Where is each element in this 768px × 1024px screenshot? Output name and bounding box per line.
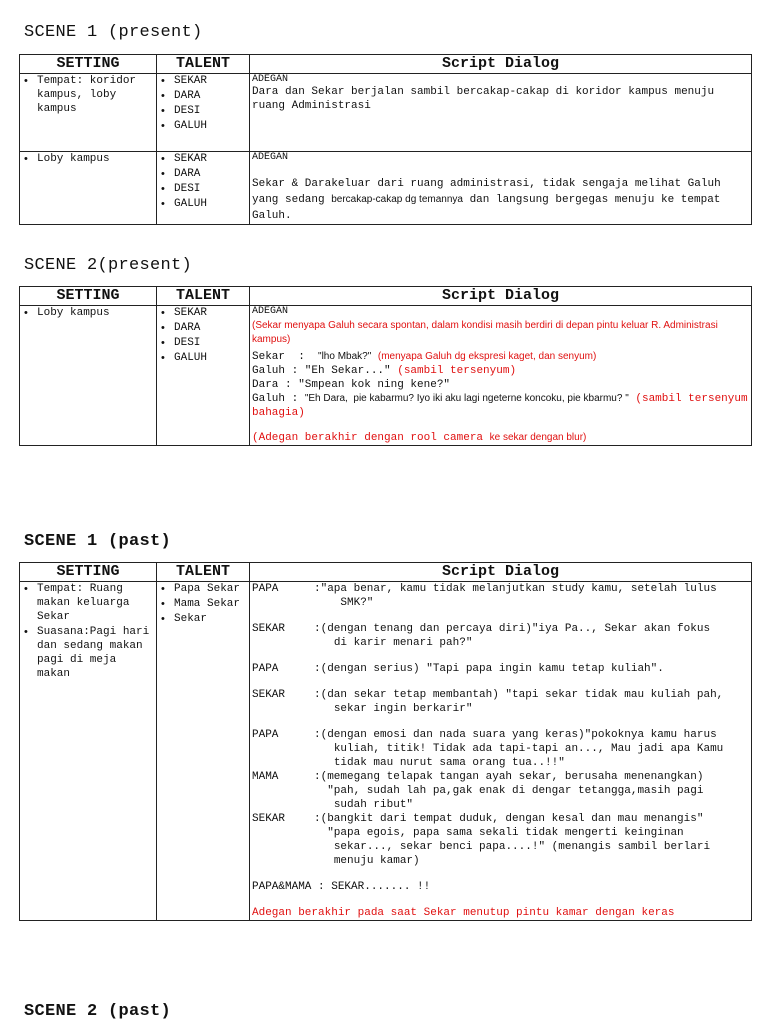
talent-cell — [157, 152, 250, 225]
talent-item: • DARA — [174, 321, 247, 335]
setting-header: SETTING — [20, 563, 157, 582]
talent-item: • Papa Sekar — [174, 582, 247, 596]
dialog-line — [252, 688, 749, 716]
table-row — [20, 74, 752, 152]
talent-item: • DARA — [174, 89, 247, 103]
talent-header: TALENT — [157, 287, 250, 306]
talent-item: • DESI — [174, 104, 247, 118]
talent-item: • GALUH — [174, 197, 247, 211]
dialog-line: Dara : "Smpean kok ning kene?" — [252, 379, 451, 391]
dialog-cell — [250, 582, 752, 921]
dialog-direction: (menyapa Galuh dg ekspresi kaget, dan senyum) — [377, 351, 597, 362]
dialog-line — [252, 728, 749, 770]
setting-item: • Loby kampus — [37, 152, 154, 166]
dialog-cell — [250, 306, 755, 446]
scene2-present-heading: SCENE 2(present) — [24, 256, 193, 275]
dialog-text: :(dan sekar tetap membantah) "tapi sekar tidak mau kuliah pah, sekar ingin berkarir" — [314, 689, 724, 715]
talent-item: • DESI — [174, 182, 247, 196]
speaker-label: MAMA — [252, 771, 279, 783]
talent-cell — [157, 582, 250, 921]
scene1-present-table — [19, 54, 752, 225]
setting-item: • Loby kampus — [37, 306, 154, 320]
setting-cell — [20, 582, 157, 921]
closing-text: ke sekar dengan blur) — [489, 432, 587, 443]
setting-item: • Suasana:Pagi hari dan sedang makan pagi di meja makan — [37, 625, 154, 681]
scene2-past-heading: SCENE 2 (past) — [24, 1002, 172, 1021]
adegan-label: ADEGAN — [252, 306, 289, 317]
table-row — [20, 582, 752, 921]
talent-item: • DESI — [174, 336, 247, 350]
dialog-text: :"apa benar, kamu tidak melanjutkan study kamu, setelah lulus SMK?" — [314, 583, 717, 609]
dialog-line — [252, 622, 749, 650]
adegan-label: ADEGAN — [252, 74, 289, 85]
setting-cell — [20, 306, 157, 446]
description-text: dan langsung bergegas menuju ke tempat Galuh. — [252, 194, 728, 222]
dialog-header: Script Dialog — [250, 287, 752, 306]
scene-description: Dara dan Sekar berjalan sambil bercakap-cakap di koridor kampus menuju ruang Administrasi — [252, 86, 721, 112]
dialog-header: Script Dialog — [250, 563, 752, 582]
talent-header: TALENT — [157, 55, 250, 74]
dialog-line — [252, 364, 749, 378]
scene2-present-table — [19, 286, 755, 446]
dialog-line — [252, 350, 749, 364]
dialog-direction: (sambil tersenyum) — [397, 365, 517, 377]
scene1-past-table — [19, 562, 752, 921]
dialog-line — [252, 770, 749, 812]
table-header-row — [20, 563, 752, 582]
closing-text: (Adegan berakhir dengan rool camera — [252, 432, 490, 444]
talent-cell — [157, 74, 250, 152]
table-row — [20, 306, 752, 446]
dialog-text: :(memegang telapak tangan ayah sekar, berusaha menenangkan) "pah, sudah lah pa,gak enak di dengar tetangga,masih pagi sudah ribut" — [314, 771, 704, 811]
dialog-text: :(dengan emosi dan nada suara yang keras)"pokoknya kamu harus kuliah, titik! Tidak ada tapi-tapi an..., Mau jadi apa Kamu tidak mau nurut sama orang tua..!!" — [314, 729, 724, 769]
dialog-text: "lho Mbak?" — [318, 351, 372, 362]
speaker-label: PAPA — [252, 663, 279, 675]
final-line: PAPA&MAMA : SEKAR....... !! — [252, 881, 431, 893]
setting-item: • Tempat: Ruang makan keluarga Sekar — [37, 582, 154, 624]
scene-description — [252, 176, 749, 224]
description-text: Sekar & Darakeluar dari ruang administrasi, tidak sengaja melihat Galuh yang sedang — [252, 178, 728, 206]
speaker-label: SEKAR — [252, 813, 286, 825]
adegan-label: ADEGAN — [252, 152, 289, 163]
talent-item: • DARA — [174, 167, 247, 181]
dialog-text: "Eh Dara, pie kabarmu? Iyo iki aku lagi ngeterne koncoku, pie kbarmu? " — [304, 393, 629, 404]
talent-item: • SEKAR — [174, 74, 247, 88]
dialog-text: :(dengan serius) "Tapi papa ingin kamu tetap kuliah". — [314, 663, 664, 675]
dialog-line — [252, 392, 755, 420]
talent-item: • Sekar — [174, 612, 247, 626]
dialog-direction: (sambil tersenyum bahagia) — [252, 393, 755, 419]
speaker-label: PAPA — [252, 729, 279, 741]
talent-item: • GALUH — [174, 119, 247, 133]
speaker-label: Galuh : — [252, 393, 305, 405]
talent-item: • SEKAR — [174, 306, 247, 320]
dialog-header: Script Dialog — [250, 55, 752, 74]
dialog-cell — [250, 74, 752, 152]
scene1-past-heading: SCENE 1 (past) — [24, 532, 172, 551]
speaker-label: Sekar : — [252, 351, 319, 363]
dialog-text: :(bangkit dari tempat duduk, dengan kesal dan mau menangis" "papa egois, papa sama sekali tidak mengerti keinginan sekar..., sekar benci papa....!" (menangis sambil berlari menuju kamar) — [314, 813, 711, 867]
talent-cell — [157, 306, 250, 446]
speaker-label: PAPA — [252, 583, 279, 595]
talent-item: • SEKAR — [174, 152, 247, 166]
setting-cell — [20, 152, 157, 225]
table-header-row — [20, 287, 752, 306]
dialog-line — [252, 812, 749, 868]
talent-header: TALENT — [157, 563, 250, 582]
scene1-present-heading: SCENE 1 (present) — [24, 23, 203, 42]
setting-header: SETTING — [20, 55, 157, 74]
dialog-text: Galuh : "Eh Sekar..." — [252, 365, 398, 377]
description-text: bercakap-cakap dg temannya — [331, 194, 463, 205]
dialog-text: :(dengan tenang dan percaya diri)"iya Pa.., Sekar akan fokus di karir menari pah?" — [314, 623, 711, 649]
speaker-label: SEKAR — [252, 623, 286, 635]
closing-direction — [252, 431, 749, 445]
stage-direction: (Sekar menyapa Galuh secara spontan, dalam kondisi masih berdiri di depan pintu keluar R. Administrasi kampus) — [252, 320, 721, 345]
dialog-line — [252, 582, 749, 610]
talent-item: • Mama Sekar — [174, 597, 247, 611]
talent-item: • GALUH — [174, 351, 247, 365]
table-row — [20, 152, 752, 225]
dialog-line — [252, 662, 749, 676]
dialog-cell — [250, 152, 752, 225]
setting-header: SETTING — [20, 287, 157, 306]
setting-cell — [20, 74, 157, 152]
closing-direction: Adegan berakhir pada saat Sekar menutup pintu kamar dengan keras — [252, 907, 675, 919]
speaker-label: SEKAR — [252, 689, 286, 701]
table-header-row — [20, 55, 752, 74]
setting-item: • Tempat: koridor kampus, loby kampus — [37, 74, 154, 116]
